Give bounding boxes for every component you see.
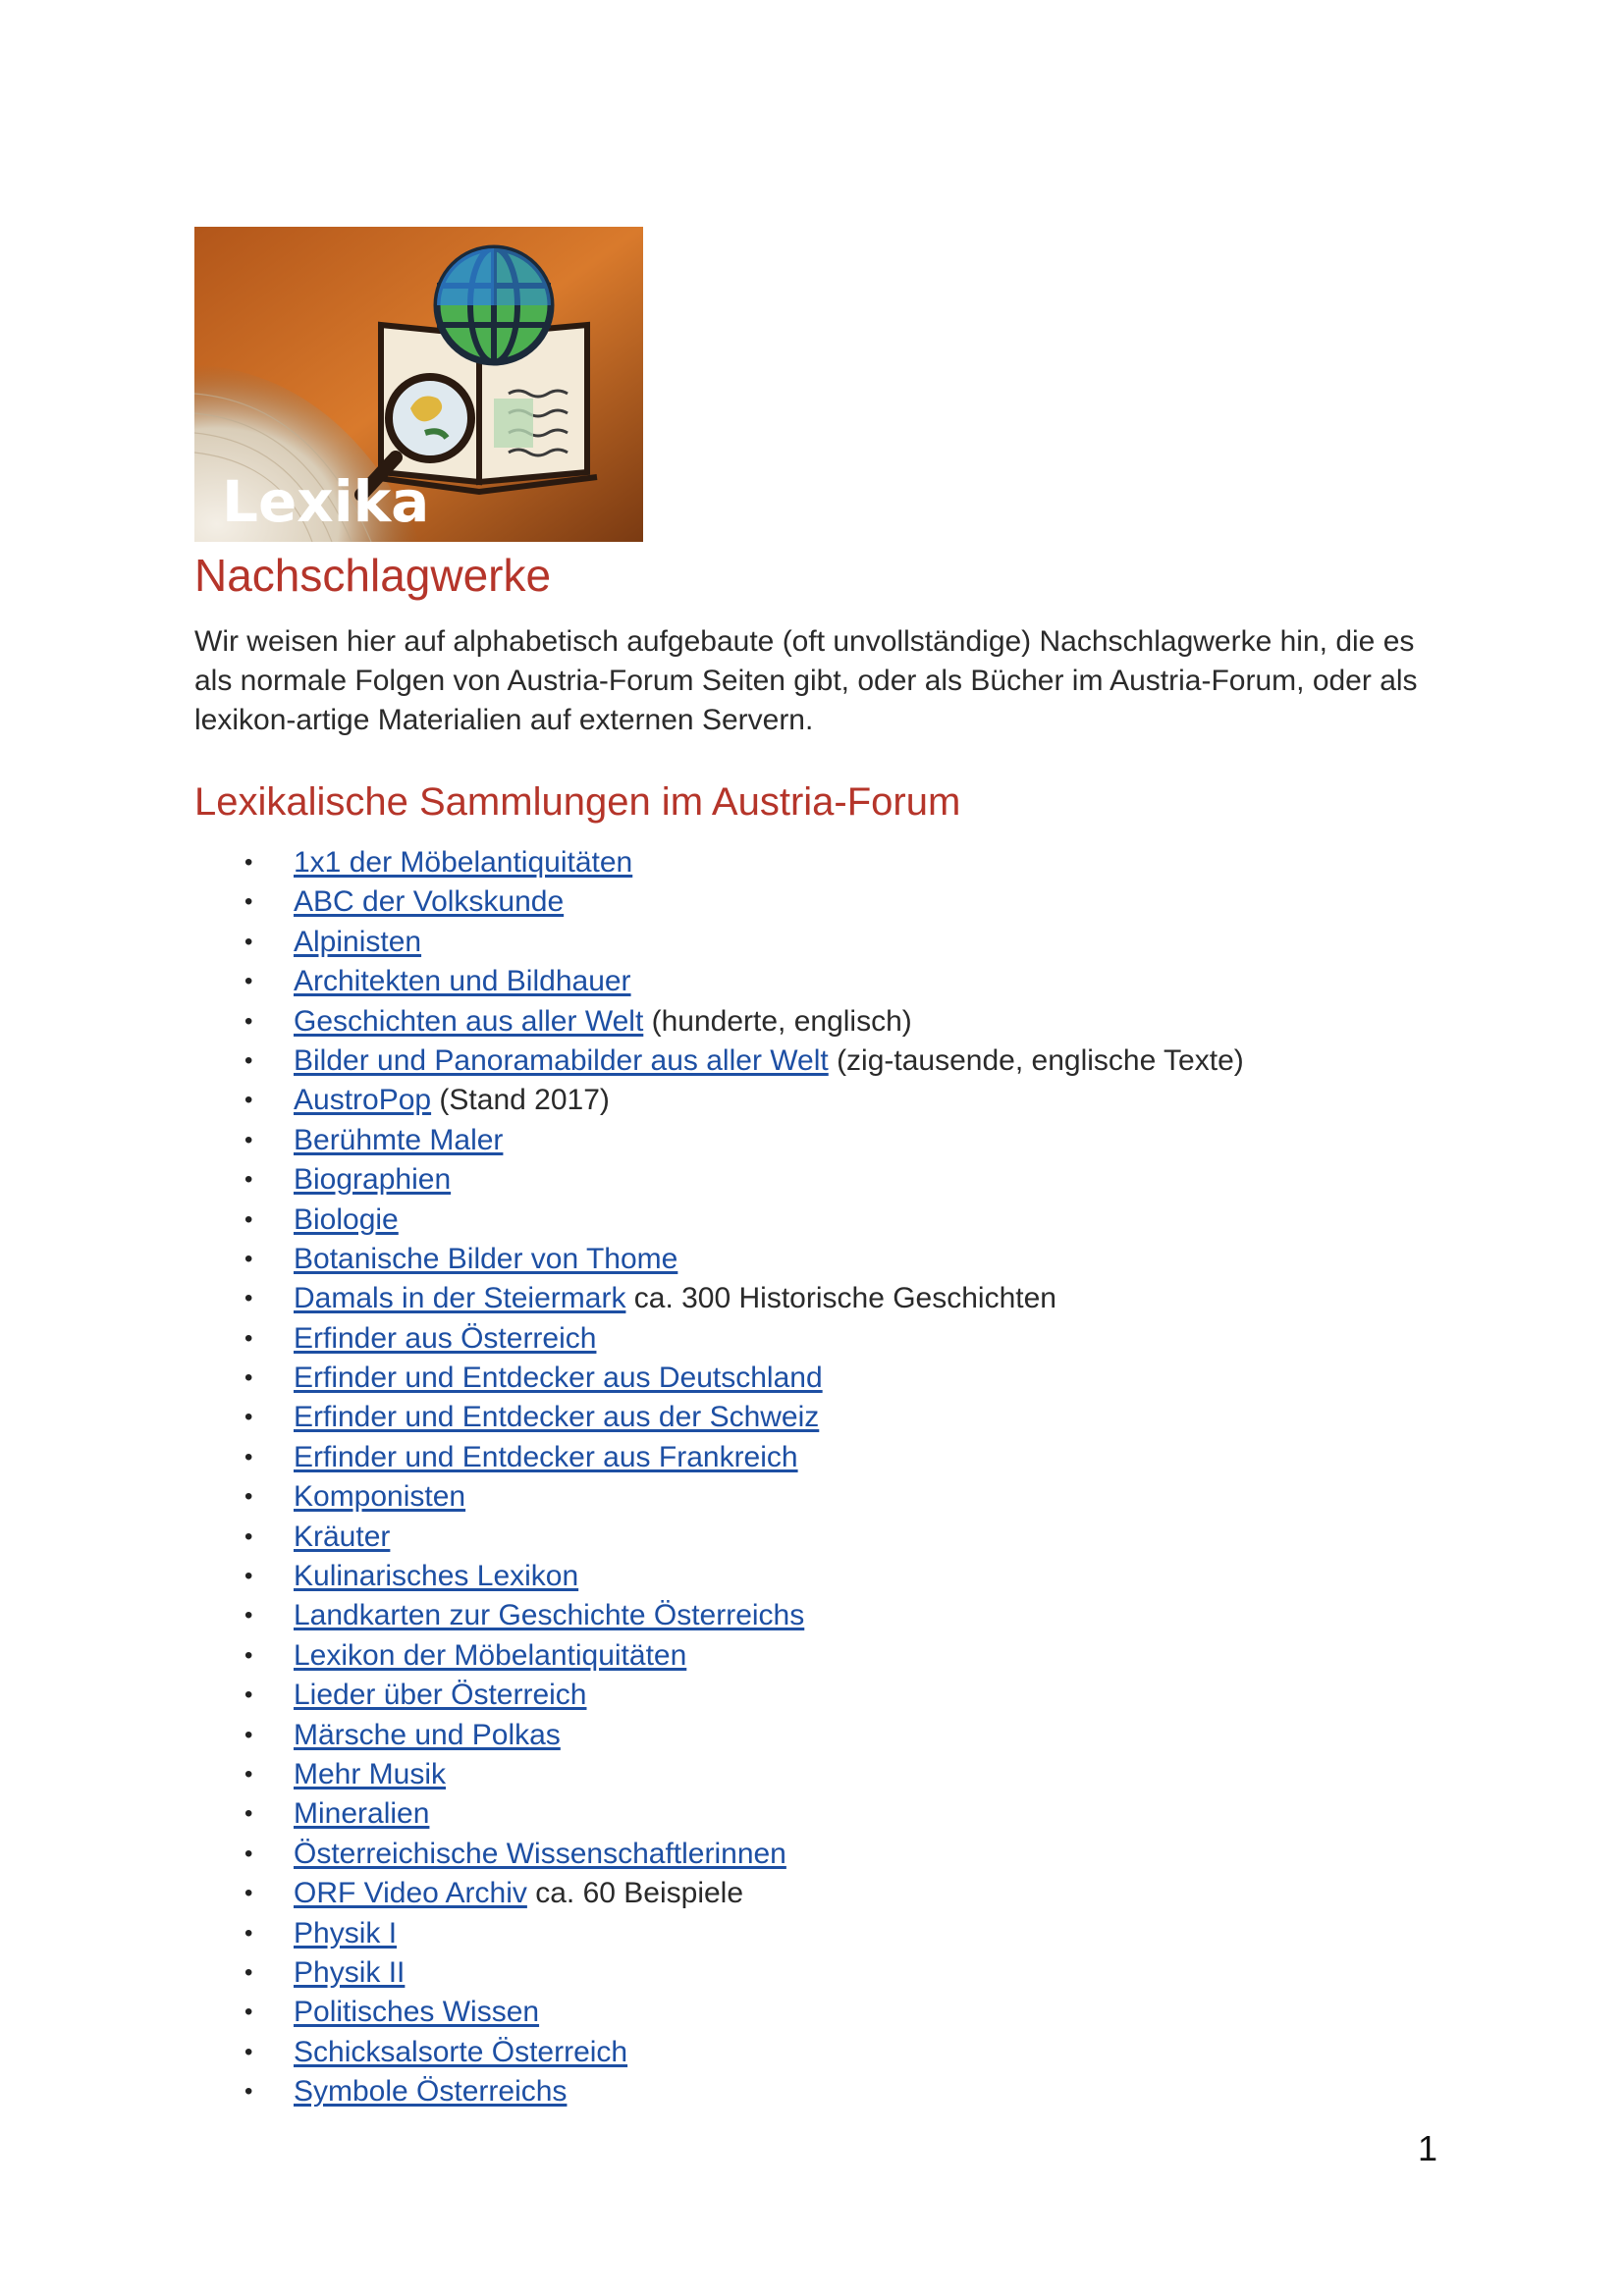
bullet-icon: • [244,1721,253,1748]
list-item [194,1676,1244,1715]
list-item [194,1359,1244,1398]
bullet-icon: • [244,1285,253,1312]
list-item [194,1993,1244,2032]
list-item [194,1874,1244,1913]
list-item [194,1279,1244,1318]
intro-line: lexikon-artige Materialien auf externen Servern. [194,704,814,736]
list-item [194,1835,1244,1874]
bullet-icon: • [244,1483,253,1511]
list-item [194,1636,1244,1676]
bullet-icon: • [244,1563,253,1590]
list-item [194,1240,1244,1279]
bullet-icon: • [244,1126,253,1153]
link-note: ca. 60 Beispiele [526,1877,744,1910]
collection-link[interactable]: Mehr Musik [294,1757,447,1790]
collection-link[interactable]: Kräuter [294,1520,391,1553]
bullet-icon: • [244,1840,253,1867]
list-item [194,843,1244,882]
list-item [194,1557,1244,1596]
link-note: ca. 300 Historische Geschichten [625,1282,1056,1315]
bullet-icon: • [244,1919,253,1947]
collection-link[interactable]: Lexikon der Möbelantiquitäten [294,1638,687,1672]
collection-link[interactable]: Erfinder und Entdecker aus der Schweiz [294,1401,820,1434]
collection-link[interactable]: Kulinarisches Lexikon [294,1560,579,1593]
list-item [194,1002,1244,1041]
bullet-icon: • [244,888,253,916]
list-item [194,1438,1244,1477]
collection-link[interactable]: Landkarten zur Geschichte Österreichs [294,1599,805,1632]
collection-link[interactable]: AustroPop [294,1084,432,1117]
list-item [194,962,1244,1001]
collection-link[interactable]: ORF Video Archiv [294,1877,527,1910]
section-title: Lexikalische Sammlungen im Austria-Forum [194,780,961,824]
bullet-icon: • [244,2038,253,2065]
list-item [194,1041,1244,1081]
collection-link[interactable]: Physik II [294,1955,406,1989]
list-item [194,1477,1244,1517]
collection-link[interactable]: Architekten und Bildhauer [294,965,631,998]
bullet-icon: • [244,2078,253,2106]
bullet-icon: • [244,1087,253,1114]
bullet-icon: • [244,1404,253,1431]
list-item [194,882,1244,922]
banner-caption: Lexika [222,468,430,535]
bullet-icon: • [244,1324,253,1352]
bullet-icon: • [244,1046,253,1074]
collection-link[interactable]: Lieder über Österreich [294,1679,587,1712]
collection-link[interactable]: Symbole Österreichs [294,2075,568,2109]
bullet-icon: • [244,1880,253,1907]
bullet-icon: • [244,1007,253,1035]
intro-paragraph [194,622,1441,740]
list-item [194,1716,1244,1755]
bullet-icon: • [244,1641,253,1669]
link-note: (zig-tausende, englische Texte) [828,1043,1244,1077]
collection-link[interactable]: Alpinisten [294,925,422,958]
list-item [194,923,1244,962]
list-item [194,1121,1244,1160]
collection-link[interactable]: Schicksalsorte Österreich [294,2035,628,2068]
list-item [194,1794,1244,1834]
list-item [194,1160,1244,1200]
collection-link[interactable]: Märsche und Polkas [294,1718,561,1751]
list-item [194,1081,1244,1120]
collection-link[interactable]: Physik I [294,1916,398,1949]
collection-link[interactable]: Komponisten [294,1480,466,1514]
list-item [194,1201,1244,1240]
lexika-banner-image [194,227,643,542]
bullet-icon: • [244,1205,253,1233]
list-item [194,1398,1244,1437]
collection-link[interactable]: Politisches Wissen [294,1996,540,2029]
bullet-icon: • [244,1602,253,1629]
list-item [194,1596,1244,1635]
bullet-icon: • [244,968,253,995]
collection-link[interactable]: Berühmte Maler [294,1123,504,1156]
bullet-icon: • [244,1999,253,2026]
collection-link[interactable]: Erfinder und Entdecker aus Frankreich [294,1440,798,1473]
bullet-icon: • [244,1166,253,1194]
collection-link[interactable]: Bilder und Panoramabilder aus aller Welt [294,1043,829,1077]
collection-link[interactable]: Österreichische Wissenschaftlerinnen [294,1837,786,1870]
bullet-icon: • [244,1760,253,1788]
list-item [194,1518,1244,1557]
list-item [194,1914,1244,1953]
bullet-icon: • [244,1682,253,1709]
list-item [194,1755,1244,1794]
collection-link[interactable]: Botanische Bilder von Thome [294,1242,678,1275]
collection-link[interactable]: Damals in der Steiermark [294,1282,626,1315]
bullet-icon: • [244,1522,253,1550]
collection-link-list [194,843,1244,2112]
bullet-icon: • [244,1958,253,1986]
list-item [194,1319,1244,1359]
bullet-icon: • [244,1443,253,1470]
list-item [194,2033,1244,2072]
collection-link[interactable]: Erfinder und Entdecker aus Deutschland [294,1362,823,1395]
intro-line: als normale Folgen von Austria-Forum Seiten gibt, oder als Bücher im Austria-Forum, oder als [194,665,1418,697]
collection-link[interactable]: ABC der Volkskunde [294,885,565,919]
intro-line: Wir weisen hier auf alphabetisch aufgebaute (oft unvollständige) Nachschlagwerke hin, die es [194,625,1415,658]
link-note: (Stand 2017) [431,1084,610,1117]
collection-link[interactable]: 1x1 der Möbelantiquitäten [294,846,633,879]
list-item [194,1953,1244,1993]
bullet-icon: • [244,1800,253,1828]
collection-link[interactable]: Mineralien [294,1797,430,1831]
bullet-icon: • [244,928,253,955]
page-title: Nachschlagwerke [194,550,552,601]
collection-link[interactable]: Biologie [294,1202,399,1236]
page-number: 1 [1417,2128,1437,2168]
list-item [194,2072,1244,2111]
collection-link[interactable]: Erfinder aus Österreich [294,1321,597,1355]
collection-link[interactable]: Biographien [294,1163,452,1197]
bullet-icon: • [244,1364,253,1392]
collection-link[interactable]: Geschichten aus aller Welt [294,1004,644,1038]
link-note: (hunderte, englisch) [643,1004,912,1038]
bullet-icon: • [244,849,253,876]
bullet-icon: • [244,1245,253,1272]
